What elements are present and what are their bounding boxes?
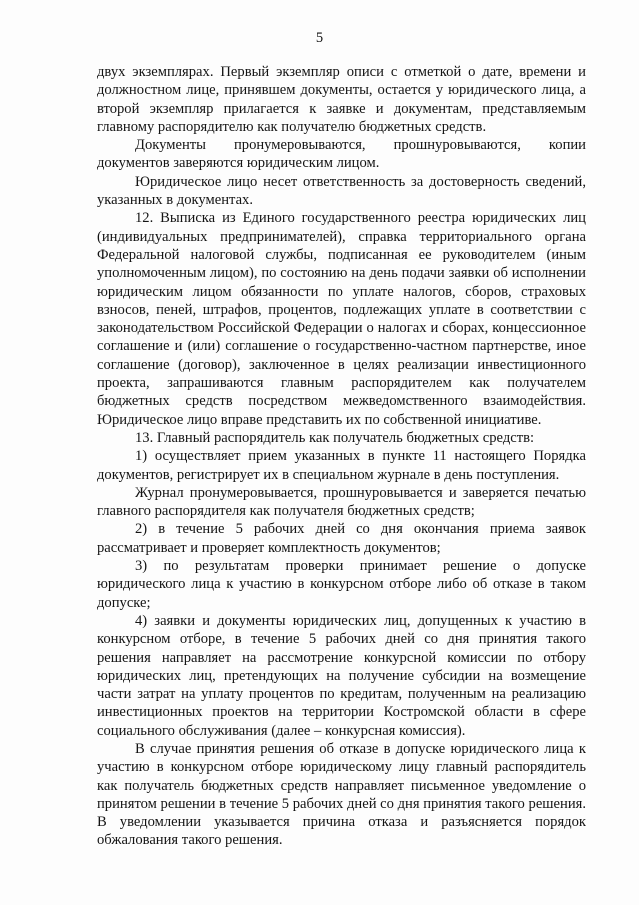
document-body bbox=[97, 63, 586, 850]
paragraph-subitem-4: 4) заявки и документы юридических лиц, допущенных к участию в конкурсном отборе, в течение 5 рабочих дней со дня принятия такого решения направляет на рассмотрение конкурсной комиссии по отбору юридических лиц, претендующих на получение субсидии на возмещение части затрат на уплату процентов по кредитам, полученным на реализацию инвестиционных проектов на территории Костромской области в сфере социального обслуживания (далее – конкурсная комиссия). bbox=[97, 612, 586, 739]
paragraph-documents-numbered: Документы пронумеровываются, прошнуровываются, копии документов заверяются юридическим лицом. bbox=[97, 137, 586, 172]
paragraph-subitem-3: 3) по результатам проверки принимает решение о допуске юридического лица к участию в конкурсном отборе либо об отказе в таком допуске; bbox=[97, 558, 586, 611]
paragraph-inventory-copies: двух экземплярах. Первый экземпляр описи с отметкой о дате, времени и должностном лице, принявшем документы, остается у юридического лица, а второй экземпляр прилагается к заявке и документам, представляемым главному распорядителю как получателю бюджетных средств. bbox=[97, 64, 586, 135]
paragraph-item-12: 12. Выписка из Единого государственного реестра юридических лиц (индивидуальных предпринимателей), справка территориального органа Федеральной налоговой службы, подписанная ее руководителем (иным уполномоченным лицом), по состоянию на день подачи заявки об исполнении юридическим лицом обязанности по уплате налогов, сборов, страховых взносов, пеней, штрафов, процентов, подлежащих уплате в соответствии с законодательством Российской Федерации о налогах и сборах, концессионное соглашение и (или) соглашение о государственно-частном партнерстве, иное соглашение (договор), заключенное в целях реализации инвестиционного проекта, запрашиваются главным распорядителем как получателем бюджетных средств посредством межведомственного взаимодействия. Юридическое лицо вправе представить их по собственной инициативе. bbox=[97, 210, 586, 428]
paragraph-responsibility: Юридическое лицо несет ответственность за достоверность сведений, указанных в документах. bbox=[97, 173, 586, 209]
paragraph-subitem-1: 1) осуществляет прием указанных в пункте 11 настоящего Порядка документов, регистрирует их в специальном журнале в день поступления. bbox=[97, 448, 586, 483]
paragraph-refusal-notice: В случае принятия решения об отказе в допуске юридического лица к участию в конкурсном отборе юридическому лицу главный распорядитель как получатель бюджетных средств направляет письменное уведомление о принятом решении в течение 5 рабочих дней со дня принятия такого решения. В уведомлении указывается причина отказа и разъясняется порядок обжалования такого решения. bbox=[97, 740, 586, 849]
paragraph-subitem-2: 2) в течение 5 рабочих дней со дня окончания приема заявок рассматривает и проверяет комплектность документов; bbox=[97, 521, 586, 556]
page-number: 5 bbox=[315, 30, 324, 46]
paragraph-journal: Журнал пронумеровывается, прошнуровывается и заверяется печатью главного распорядителя как получателя бюджетных средств; bbox=[97, 484, 586, 520]
paragraph-item-13: 13. Главный распорядитель как получатель бюджетных средств: bbox=[135, 429, 535, 446]
